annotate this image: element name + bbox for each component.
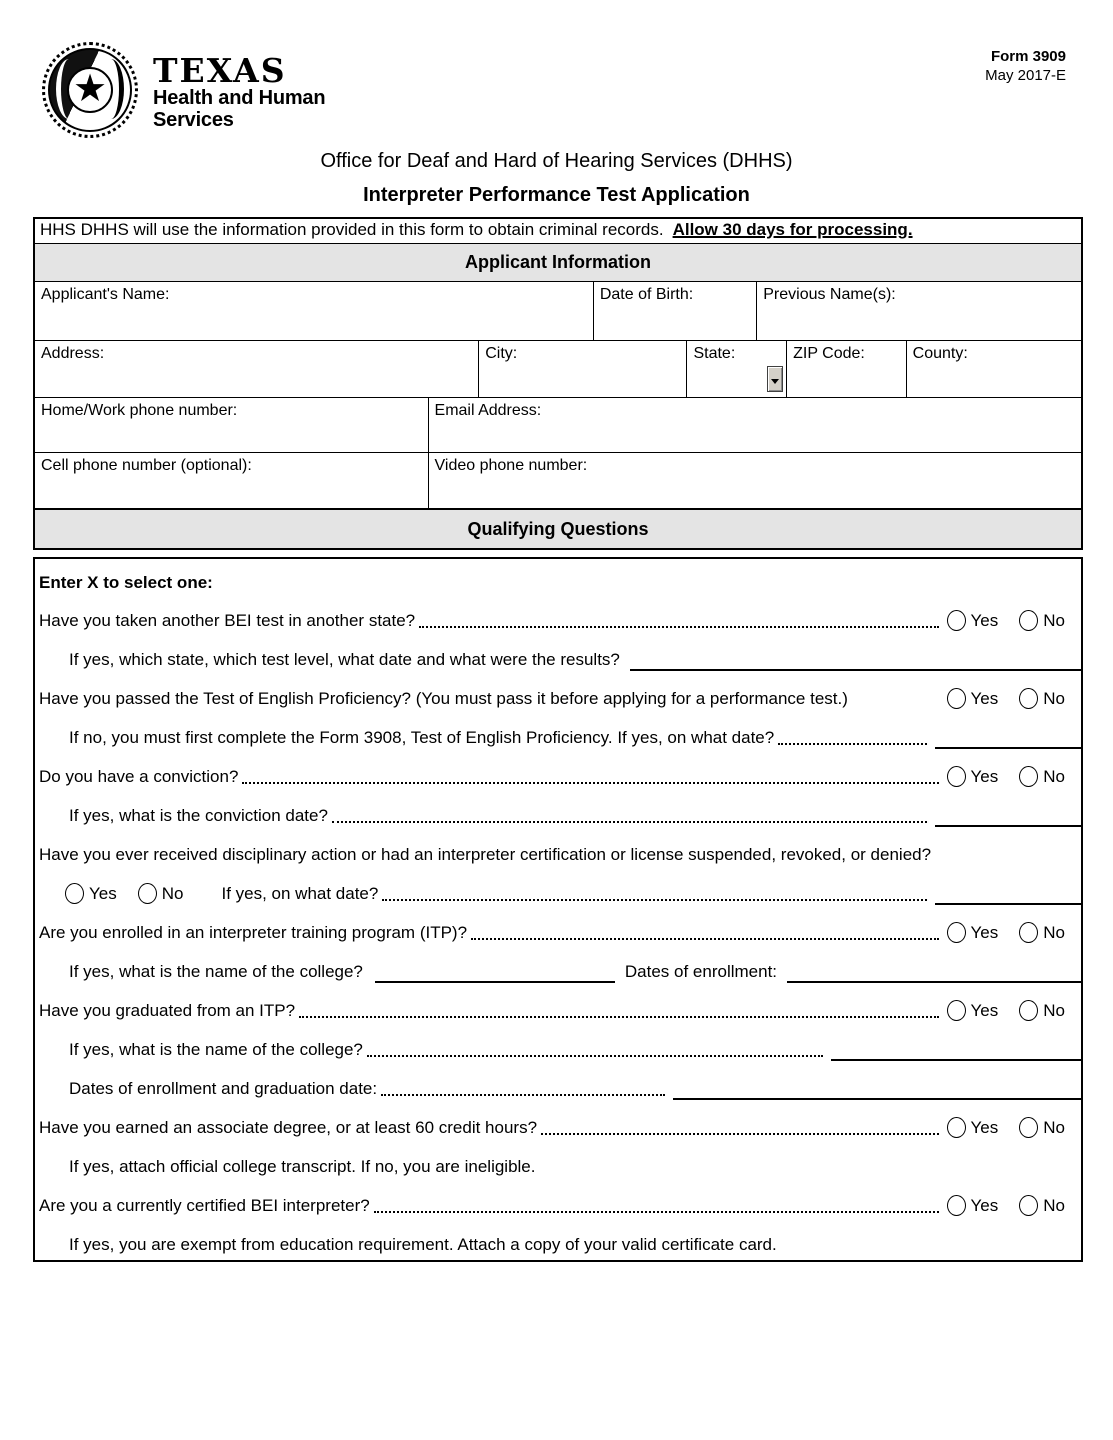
dot-leader [419, 626, 938, 628]
note-text: If yes, attach official college transcript. If no, you are ineligible. [69, 1156, 536, 1176]
county-label: County: [912, 345, 968, 362]
q6-no-radio[interactable] [1019, 1000, 1038, 1021]
q2-radio-group [947, 688, 1081, 709]
email-label: Email Address: [434, 402, 542, 419]
question-text: Do you have a conviction? [39, 766, 239, 786]
q5-dates-input-line[interactable] [787, 981, 1081, 983]
question-english-proficiency [35, 679, 1081, 718]
date-of-birth-label: Date of Birth: [599, 286, 694, 303]
q3-no-radio[interactable] [1019, 766, 1038, 787]
qualifying-questions-header: Qualifying Questions [35, 508, 1081, 548]
q6-followup-college [35, 1030, 1081, 1069]
yes-label: Yes [970, 610, 999, 630]
question-text: Have you ever received disciplinary action or had an interpreter certification or license suspended, revoked, or denied? [39, 844, 932, 864]
followup-text2: Dates of enrollment: [624, 961, 778, 981]
question-text: Have you graduated from an ITP? [39, 1000, 296, 1020]
previous-names-label: Previous Name(s): [763, 286, 896, 303]
followup-text: If yes, on what date? [221, 883, 379, 903]
dot-leader [374, 1211, 939, 1213]
q1-followup [35, 640, 1081, 679]
dot-leader [242, 782, 938, 784]
q8-note [35, 1225, 1081, 1264]
yes-label: Yes [970, 1000, 999, 1020]
notice-bold-text: Allow 30 days for processing. [672, 220, 913, 239]
question-associate-degree [35, 1108, 1081, 1147]
home-work-phone-field[interactable] [35, 398, 428, 452]
question-certified-bei [35, 1186, 1081, 1225]
q6-radio-group [947, 1000, 1081, 1021]
q6-dates-input-line[interactable] [673, 1098, 1081, 1100]
no-label: No [1043, 688, 1065, 708]
question-text: Are you enrolled in an interpreter training program (ITP)? [39, 922, 468, 942]
q2-yes-radio[interactable] [947, 688, 966, 709]
q6-followup-dates [35, 1069, 1081, 1108]
q3-followup [35, 796, 1081, 835]
q3-radio-group [947, 766, 1081, 787]
question-itp-enrolled [35, 913, 1081, 952]
form-titles [0, 150, 1113, 207]
agency-logo [42, 42, 325, 138]
question-itp-graduated [35, 991, 1081, 1030]
yes-label: Yes [970, 1117, 999, 1137]
question-text: Have you passed the Test of English Proficiency? (You must pass it before applying for a performance test.) [39, 688, 848, 708]
no-label: No [161, 883, 184, 903]
star-disc [67, 67, 113, 113]
dot-leader [471, 938, 938, 940]
notice-text: HHS DHHS will use the information provided in this form to obtain criminal records. [40, 220, 664, 239]
cell-phone-field[interactable] [35, 453, 428, 508]
q7-no-radio[interactable] [1019, 1117, 1038, 1138]
q5-followup [35, 952, 1081, 991]
yes-label: Yes [970, 922, 999, 942]
q2-no-radio[interactable] [1019, 688, 1038, 709]
email-field[interactable] [428, 398, 1081, 452]
dot-leader [332, 821, 927, 823]
no-label: No [1043, 1117, 1065, 1137]
question-conviction [35, 757, 1081, 796]
form-number: Form 3909 [990, 48, 1066, 65]
logo-line3: Services [153, 109, 234, 132]
no-label: No [1043, 1195, 1065, 1215]
dot-leader [367, 1055, 823, 1057]
q1-yes-radio[interactable] [947, 610, 966, 631]
question-text: Have you taken another BEI test in another state? [39, 610, 416, 630]
q8-yes-radio[interactable] [947, 1195, 966, 1216]
applicant-information-header: Applicant Information [35, 243, 1081, 281]
previous-names-field[interactable] [756, 282, 1081, 340]
texas-hhs-seal-icon [42, 42, 138, 138]
followup-text: If no, you must first complete the Form 3908, Test of English Proficiency. If yes, on what date? [69, 727, 775, 747]
q7-radio-group [947, 1117, 1081, 1138]
county-field[interactable] [906, 341, 1081, 397]
video-phone-label: Video phone number: [434, 457, 588, 474]
followup-text: If yes, what is the conviction date? [69, 805, 328, 825]
q5-no-radio[interactable] [1019, 922, 1038, 943]
no-label: No [1043, 1000, 1065, 1020]
cell-phone-label: Cell phone number (optional): [41, 457, 252, 474]
home-work-phone-label: Home/Work phone number: [41, 402, 238, 419]
logo-text [153, 42, 325, 132]
yes-label: Yes [970, 766, 999, 786]
zip-code-field[interactable] [786, 341, 906, 397]
followup-text: If yes, what is the name of the college? [69, 961, 363, 981]
state-dropdown-button[interactable] [767, 366, 783, 392]
q1-details-input-line[interactable] [630, 669, 1081, 671]
applicant-name-field[interactable] [35, 282, 593, 340]
dot-leader [778, 743, 927, 745]
question-disciplinary-action [35, 835, 1081, 874]
address-label: Address: [41, 345, 105, 362]
yes-label: Yes [89, 883, 117, 903]
state-label: State: [693, 345, 736, 362]
logo-texas: TEXAS [153, 51, 287, 90]
q5-radio-group [947, 922, 1081, 943]
q1-radio-group [947, 610, 1081, 631]
page-title: Interpreter Performance Test Application [363, 184, 750, 206]
followup-text: If yes, what is the name of the college? [69, 1039, 363, 1059]
q4-radio-group [65, 883, 183, 904]
followup-text: Dates of enrollment and graduation date: [69, 1078, 378, 1098]
form-revision: May 2017-E [985, 66, 1066, 84]
question-text: Have you earned an associate degree, or at least 60 credit hours? [39, 1117, 538, 1137]
instruction-text: Enter X to select one: [39, 573, 213, 592]
zip-code-label: ZIP Code: [793, 345, 865, 362]
q7-yes-radio[interactable] [947, 1117, 966, 1138]
q7-note [35, 1147, 1081, 1186]
q6-college-input-line[interactable] [831, 1059, 1081, 1061]
chevron-down-icon [771, 379, 779, 384]
q6-yes-radio[interactable] [947, 1000, 966, 1021]
q1-no-radio[interactable] [1019, 610, 1038, 631]
followup-text: If yes, which state, which test level, what date and what were the results? [69, 649, 620, 669]
star-icon: ★ [72, 67, 108, 110]
address-field[interactable] [35, 341, 478, 397]
q8-no-radio[interactable] [1019, 1195, 1038, 1216]
criminal-records-notice [35, 219, 1081, 243]
dot-leader [381, 1094, 665, 1096]
note-text: If yes, you are exempt from education requirement. Attach a copy of your valid certificate card. [69, 1234, 777, 1254]
applicant-name-label: Applicant's Name: [41, 286, 170, 303]
q3-date-input-line[interactable] [935, 825, 1081, 827]
q2-date-input-line[interactable] [935, 747, 1081, 749]
yes-label: Yes [970, 1195, 999, 1215]
dot-leader [299, 1016, 938, 1018]
no-label: No [1043, 766, 1065, 786]
q4-yes-radio[interactable] [65, 883, 84, 904]
q4-answer-row [35, 874, 1081, 913]
no-label: No [1043, 610, 1065, 630]
q8-radio-group [947, 1195, 1081, 1216]
office-title: Office for Deaf and Hard of Hearing Services (DHHS) [320, 150, 793, 172]
city-field[interactable] [478, 341, 686, 397]
no-label: No [1043, 922, 1065, 942]
q3-yes-radio[interactable] [947, 766, 966, 787]
logo-line2: Health and Human [153, 87, 326, 109]
seal-inner [48, 48, 132, 132]
city-label: City: [485, 345, 518, 362]
date-of-birth-field[interactable] [593, 282, 756, 340]
q2-followup [35, 718, 1081, 757]
state-field[interactable] [686, 341, 786, 397]
question-bei-other-state [35, 601, 1081, 640]
yes-label: Yes [970, 688, 999, 708]
question-text: Are you a currently certified BEI interpreter? [39, 1195, 370, 1215]
dot-leader [541, 1133, 939, 1135]
video-phone-field[interactable] [428, 453, 1081, 508]
dot-leader [382, 899, 927, 901]
qualifying-questions-box [33, 557, 1083, 1262]
applicant-info-table [33, 217, 1083, 550]
q4-date-input-line[interactable] [935, 903, 1081, 905]
q5-yes-radio[interactable] [947, 922, 966, 943]
q5-college-input-line[interactable] [375, 981, 615, 983]
form-meta [985, 48, 1066, 86]
q4-no-radio[interactable] [138, 883, 157, 904]
